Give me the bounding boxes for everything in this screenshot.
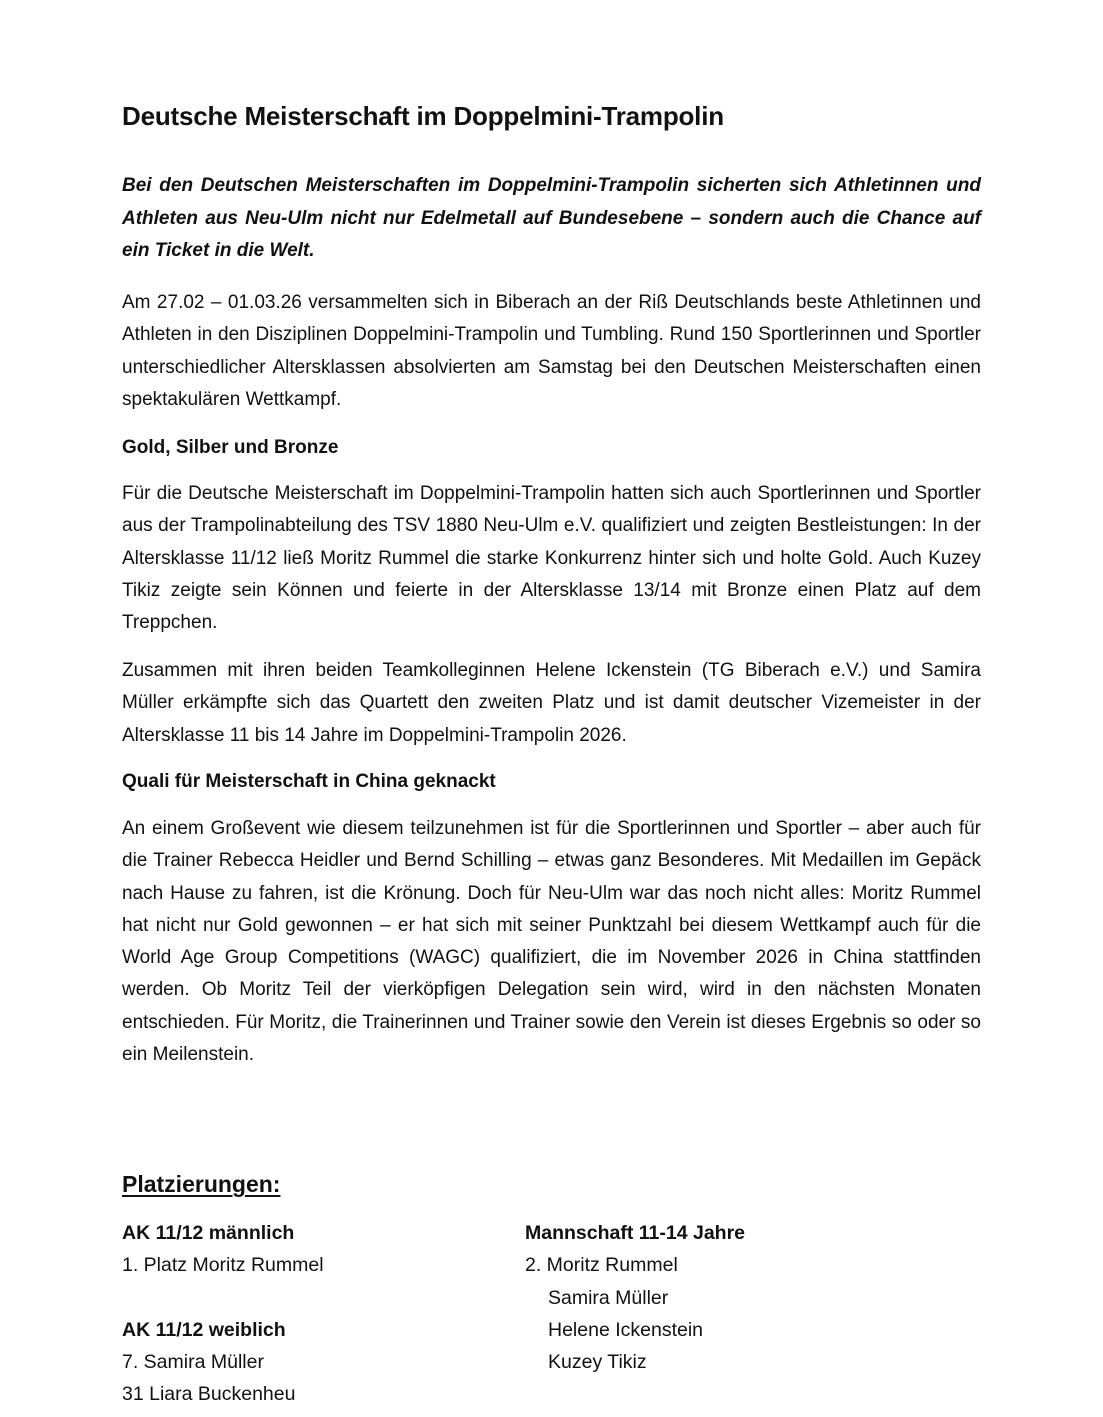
result-entry: 7. Samira Müller — [122, 1351, 264, 1374]
subheading-medals: Gold, Silber und Bronze — [122, 437, 339, 458]
article-lead: Bei den Deutschen Meisterschaften im Doppelmini-Trampolin sicherten sich Athletinnen und Athleten aus Neu-Ulm nicht nur Edelmetall auf Bundesebene – sondern auch die Chance auf ein Ticket in die Welt. — [122, 175, 981, 261]
article-title: Deutsche Meisterschaft im Doppelmini-Trampolin — [122, 101, 724, 131]
result-entry: Helene Ickenstein — [548, 1318, 704, 1341]
result-entry: Samira Müller — [548, 1286, 669, 1309]
result-entry: Kuzey Tikiz — [548, 1351, 647, 1374]
group-heading-team: Mannschaft 11-14 Jahre — [525, 1222, 746, 1244]
paragraph-medals: Für die Deutsche Meisterschaft im Doppelmini-Trampolin hatten sich auch Sportlerinnen und Sportler aus der Trampolinabteilung des TSV 1880 Neu-Ulm e.V. qualifiziert und zeigten Bestleistungen: In der Altersklasse 11/12 ließ Moritz Rummel die starke Konkurrenz hinter sich und holte Gold. Auch Kuzey Tikiz zeigte sein Können und feierte in der Altersklasse 13/14 mit Bronze einen Platz auf dem Treppchen. — [122, 483, 981, 634]
spacer — [122, 1282, 502, 1314]
results-title: Platzierungen: — [122, 1171, 281, 1197]
subheading-china: Quali für Meisterschaft in China geknackt — [122, 771, 496, 792]
paragraph-team: Zusammen mit ihren beiden Teamkolleginnen Helene Ickenstein (TG Biberach e.V.) und Samira Müller erkämpfte sich das Quartett den zweiten Platz und ist damit deutscher Vizemeister in der Altersklasse 11 bis 14 Jahre im Doppelmini-Trampolin 2026. — [122, 660, 981, 746]
result-entry: 2. Moritz Rummel — [525, 1254, 678, 1277]
paragraph-china: An einem Großevent wie diesem teilzunehmen ist für die Sportlerinnen und Sportler – aber auch für die Trainer Rebecca Heidler und Bernd Schilling – etwas ganz Besonderes. Mit Medaillen im Gepäck nach Hause zu fahren, ist die Krönung. Doch für Neu-Ulm war das noch nicht alles: Moritz Rummel hat nicht nur Gold gewonnen – er hat sich mit seiner Punktzahl bei diesem Wettkampf auch für die World Age Group Competitions (WAGC) qualifiziert, die im November 2026 in China stattfinden werden. Ob Moritz Teil der vierköpfigen Delegation sein wird, wird in den nächsten Monaten entschieden. Für Moritz, die Trainerinnen und Trainer sowie den Verein ist dieses Ergebnis so oder so ein Meilenstein. — [122, 818, 981, 1066]
results-right-column — [525, 1217, 925, 1378]
results-left-column — [122, 1217, 502, 1411]
group-heading-ak1112-m: AK 11/12 männlich — [122, 1222, 295, 1244]
result-entry: 1. Platz Moritz Rummel — [122, 1254, 324, 1277]
group-heading-ak1112-w: AK 11/12 weiblich — [122, 1318, 286, 1341]
result-entry: 31 Liara Buckenheu — [122, 1383, 296, 1406]
paragraph-intro: Am 27.02 – 01.03.26 versammelten sich in Biberach an der Riß Deutschlands beste Athletinnen und Athleten in den Disziplinen Doppelmini-Trampolin und Tumbling. Rund 150 Sportlerinnen und Sportler unterschiedlicher Altersklassen absolvierten am Samstag bei den Deutschen Meisterschaften einen spektakulären Wettkampf. — [122, 292, 981, 410]
